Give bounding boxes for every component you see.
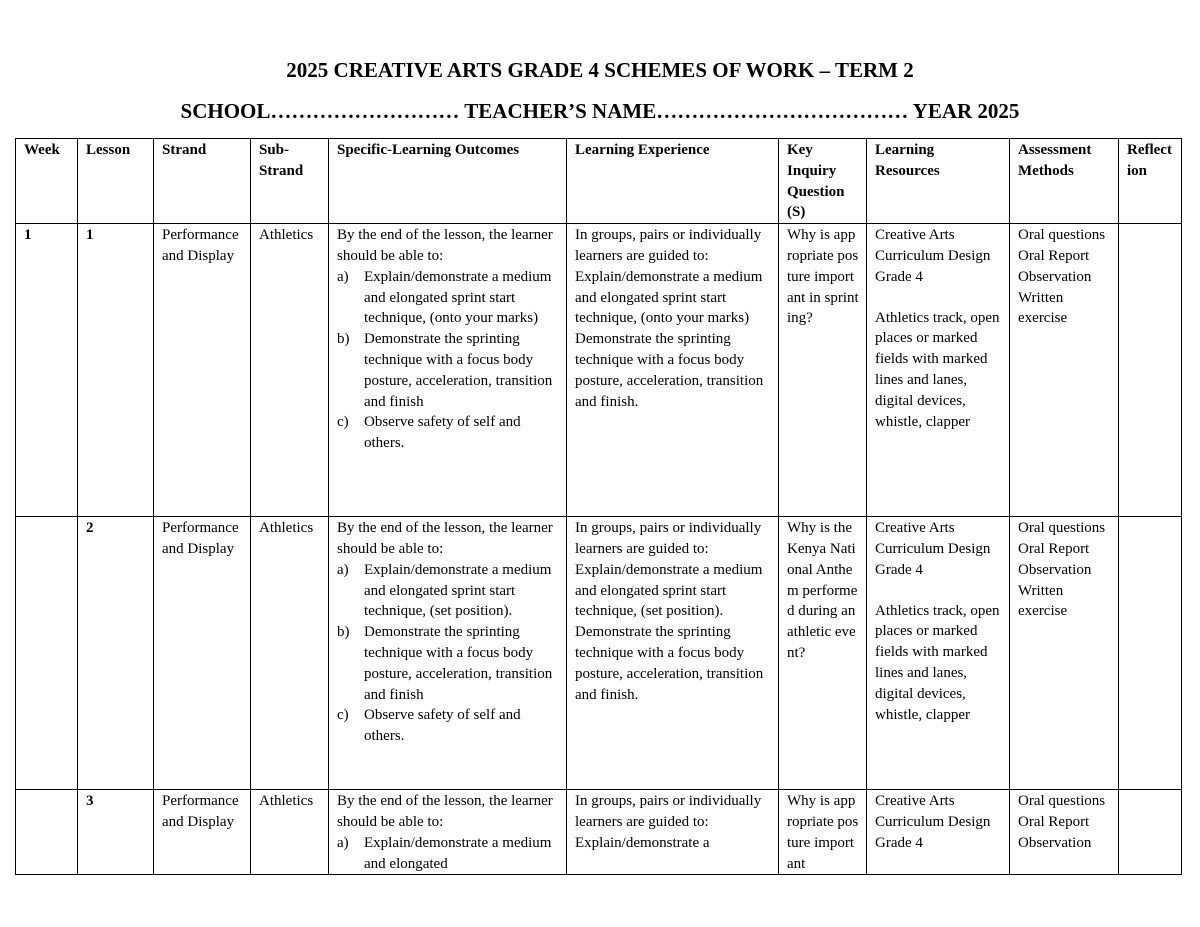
resources-materials: Athletics track, open places or marked fields with marked lines and lanes, digital devices, whistle, clapper xyxy=(875,309,1000,430)
outcomes-list xyxy=(337,560,559,747)
key-inquiry-question-cell: Why is appropriate posture important in sprinting? xyxy=(779,224,867,517)
outcome-marker: c) xyxy=(337,707,349,724)
header-key-inquiry-question: Key Inquiry Question (S) xyxy=(779,139,867,224)
week-cell: 1 xyxy=(16,224,78,517)
experience-intro: In groups, pairs or individually learners are guided to: xyxy=(575,520,762,557)
reflection-cell xyxy=(1119,224,1182,517)
assessment-methods-cell xyxy=(1010,517,1119,790)
table-row xyxy=(16,790,1182,875)
assessment-method: Oral questions xyxy=(1018,227,1106,244)
outcome-marker: a) xyxy=(337,268,349,285)
experience-line: Explain/demonstrate a xyxy=(575,834,710,851)
experience-intro: In groups, pairs or individually learners are guided to: xyxy=(575,227,762,264)
outcome-text: Demonstrate the sprinting technique with a focus body posture, acceleration, transition and finish xyxy=(364,331,553,410)
assessment-method: Oral Report xyxy=(1018,540,1090,557)
outcome-text: Demonstrate the sprinting technique with a focus body posture, acceleration, transition and finish xyxy=(364,624,553,703)
learning-resources-cell xyxy=(867,517,1010,790)
reflection-cell xyxy=(1119,517,1182,790)
experience-line: Demonstrate the sprinting technique with a focus body posture, acceleration, transition and finish. xyxy=(575,624,764,703)
assessment-method: Observation xyxy=(1018,834,1092,851)
header-assessment-methods: Assessment Methods xyxy=(1010,139,1119,224)
table-row xyxy=(16,224,1182,517)
resources-curriculum: Creative Arts Curriculum Design Grade 4 xyxy=(875,520,991,578)
table-row xyxy=(16,517,1182,790)
strand-cell: Performance and Display xyxy=(154,790,251,875)
outcomes-intro: By the end of the lesson, the learner should be able to: xyxy=(337,227,553,264)
assessment-method: Oral Report xyxy=(1018,813,1090,830)
learning-outcomes-cell xyxy=(329,790,567,875)
experience-line: Demonstrate the sprinting technique with a focus body posture, acceleration, transition and finish. xyxy=(575,331,764,410)
sub-strand-cell: Athletics xyxy=(251,224,329,517)
sub-strand-cell: Athletics xyxy=(251,517,329,790)
experience-line: Explain/demonstrate a medium and elongated sprint start technique, (onto your marks) xyxy=(575,268,763,327)
outcomes-intro: By the end of the lesson, the learner should be able to: xyxy=(337,520,553,557)
header-sub-strand: Sub-Strand xyxy=(251,139,329,224)
assessment-method: Observation xyxy=(1018,561,1092,578)
header-week: Week xyxy=(16,139,78,224)
outcomes-list xyxy=(337,833,559,875)
assessment-method: Oral questions xyxy=(1018,793,1106,810)
lesson-cell: 3 xyxy=(78,790,154,875)
outcome-text: Observe safety of self and others. xyxy=(364,707,521,745)
header-strand: Strand xyxy=(154,139,251,224)
learning-experience-cell xyxy=(567,790,779,875)
outcome-item xyxy=(337,412,559,454)
header-learning-resources: Learning Resources xyxy=(867,139,1010,224)
header-lesson: Lesson xyxy=(78,139,154,224)
resources-spacer xyxy=(875,581,1002,601)
outcome-marker: a) xyxy=(337,561,349,578)
outcome-marker: a) xyxy=(337,834,349,851)
resources-spacer xyxy=(875,288,1002,308)
assessment-method: Oral questions xyxy=(1018,520,1106,537)
outcome-marker: b) xyxy=(337,624,350,641)
learning-experience-cell xyxy=(567,517,779,790)
outcome-item xyxy=(337,560,559,622)
key-inquiry-question-cell: Why is appropriate posture important xyxy=(779,790,867,875)
key-inquiry-question-cell: Why is the Kenya National Anthem performed during an athletic event? xyxy=(779,517,867,790)
outcome-item xyxy=(337,329,559,412)
resources-materials: Athletics track, open places or marked fields with marked lines and lanes, digital devices, whistle, clapper xyxy=(875,602,1000,723)
header-row xyxy=(16,139,1182,224)
assessment-method: Oral Report xyxy=(1018,247,1090,264)
outcome-text: Explain/demonstrate a medium and elongated sprint start technique, (set position). xyxy=(364,561,552,620)
lesson-cell: 1 xyxy=(78,224,154,517)
outcomes-intro: By the end of the lesson, the learner should be able to: xyxy=(337,793,553,830)
experience-intro: In groups, pairs or individually learners are guided to: xyxy=(575,793,762,830)
outcome-item xyxy=(337,622,559,705)
outcome-item xyxy=(337,267,559,329)
assessment-method: Observation xyxy=(1018,268,1092,285)
learning-resources-cell xyxy=(867,790,1010,875)
document-title: 2025 CREATIVE ARTS GRADE 4 SCHEMES OF WORK – TERM 2 xyxy=(286,58,914,82)
experience-line: Explain/demonstrate a medium and elongated sprint start technique, (set position). xyxy=(575,561,763,620)
learning-outcomes-cell xyxy=(329,224,567,517)
outcome-text: Explain/demonstrate a medium and elongated sprint start technique, (onto your marks) xyxy=(364,268,552,327)
header-reflection: Reflection xyxy=(1119,139,1182,224)
week-cell xyxy=(16,790,78,875)
outcomes-list xyxy=(337,267,559,454)
assessment-method: Written exercise xyxy=(1018,582,1068,620)
learning-experience-cell xyxy=(567,224,779,517)
document-subtitle: SCHOOL……………………… TEACHER’S NAME……………………………… YEAR 2025 xyxy=(180,99,1020,123)
outcome-item xyxy=(337,833,559,875)
sub-strand-cell: Athletics xyxy=(251,790,329,875)
header-learning-experience: Learning Experience xyxy=(567,139,779,224)
strand-cell: Performance and Display xyxy=(154,224,251,517)
header-specific-learning-outcomes: Specific-Learning Outcomes xyxy=(329,139,567,224)
outcome-item xyxy=(337,705,559,747)
learning-resources-cell xyxy=(867,224,1010,517)
assessment-methods-cell xyxy=(1010,224,1119,517)
outcome-text: Observe safety of self and others. xyxy=(364,414,521,452)
outcome-marker: c) xyxy=(337,414,349,431)
schemes-of-work-table xyxy=(15,138,1182,875)
lesson-cell: 2 xyxy=(78,517,154,790)
resources-curriculum: Creative Arts Curriculum Design Grade 4 xyxy=(875,227,991,285)
outcome-marker: b) xyxy=(337,331,350,348)
outcome-text: Explain/demonstrate a medium and elongated xyxy=(364,834,552,872)
learning-outcomes-cell xyxy=(329,517,567,790)
week-cell xyxy=(16,517,78,790)
resources-curriculum: Creative Arts Curriculum Design Grade 4 xyxy=(875,793,991,851)
strand-cell: Performance and Display xyxy=(154,517,251,790)
reflection-cell xyxy=(1119,790,1182,875)
assessment-method: Written exercise xyxy=(1018,289,1068,327)
assessment-methods-cell xyxy=(1010,790,1119,875)
